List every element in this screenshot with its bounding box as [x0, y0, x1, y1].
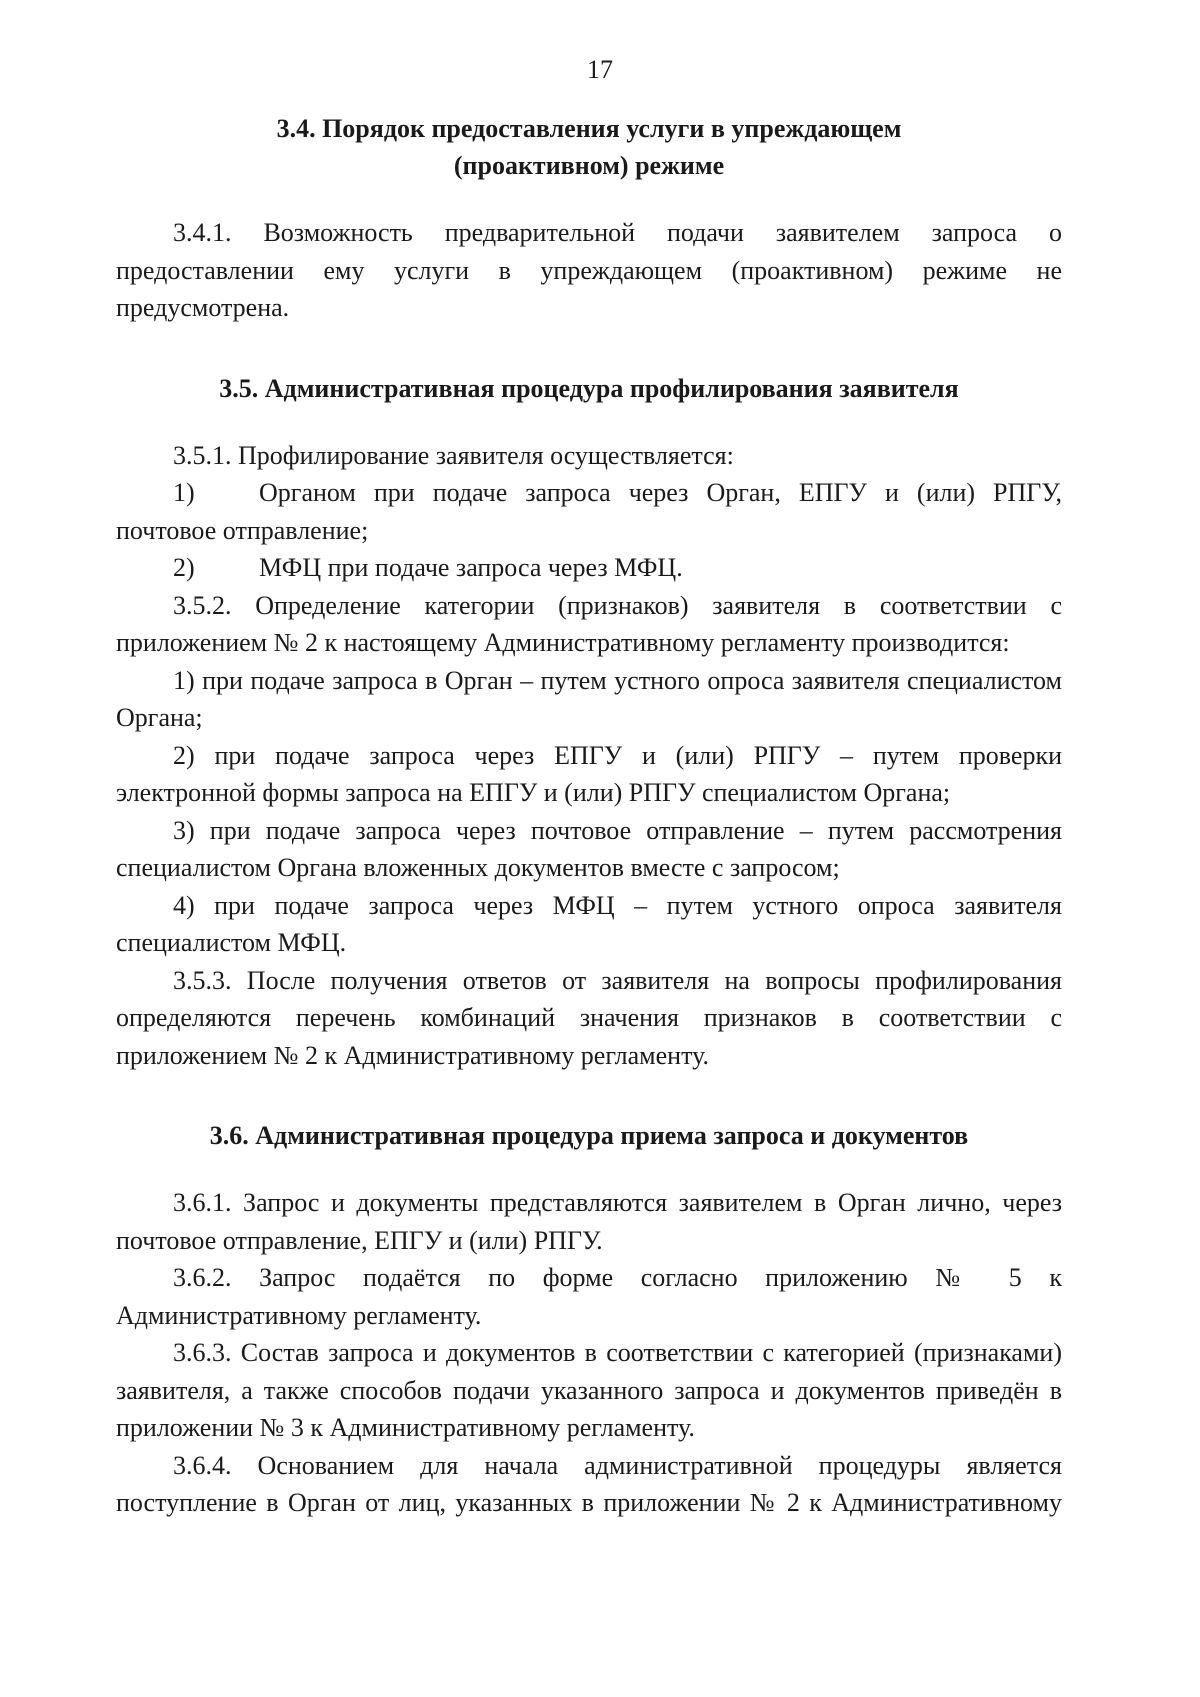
paragraph-3-6-2: 3.6.2. Запрос подаётся по форме согласно приложению № 5 к Административному регламенту. [116, 1263, 1062, 1330]
heading-3-4-line2: (проактивном) режиме [453, 151, 725, 180]
list-item-text: МФЦ при подаче запроса через МФЦ. [259, 553, 683, 582]
paragraph-3-5-2-item2: 2) при подаче запроса через ЕПГУ и (или) РПГУ – путем проверки электронной формы запроса на ЕПГУ и (или) РПГУ специалистом Органа; [116, 740, 1062, 807]
paragraph-3-6-1: 3.6.1. Запрос и документы представляются заявителем в Орган лично, через почтовое отправление, ЕПГУ и (или) РПГУ. [116, 1188, 1062, 1255]
paragraph-3-5-2-item3: 3) при подаче запроса через почтовое отправление – путем рассмотрения специалистом Органа вложенных документов вместе с запросом; [116, 815, 1062, 882]
heading-3-5: 3.5. Административная процедура профилирования заявителя [219, 373, 959, 403]
paragraph-3-4-1: 3.4.1. Возможность предварительной подачи заявителем запроса о предоставлении ему услуги в упреждающем (проактивном) режиме не предусмотрена. [116, 218, 1062, 322]
list-item-1 [116, 474, 1062, 549]
list-item-text: Органом при подаче запроса через Орган, ЕПГУ и (или) РПГУ, почтовое отправление; [116, 478, 1062, 545]
paragraph-3-5-3: 3.5.3. После получения ответов от заявителя на вопросы профилирования определяются перечень комбинаций значения признаков в соответствии с приложением № 2 к Административному регламенту. [116, 965, 1062, 1070]
heading-3-4-line1: 3.4. Порядок предоставления услуги в упреждающем [276, 114, 902, 143]
paragraph-3-6-3: 3.6.3. Состав запроса и документов в соответствии с категорией (признаками) заявителя, а также способов подачи указанного запроса и документов приведён в приложении № 3 к Административному регламенту. [116, 1338, 1062, 1442]
list-item-2 [116, 549, 1062, 587]
paragraph-3-6-4: 3.6.4. Основанием для начала административной процедуры является поступление в Орган от лиц, указанных в приложении № 2 к Административному [116, 1450, 1062, 1517]
heading-3-6: 3.6. Административная процедура приема запроса и документов [209, 1121, 969, 1150]
list-item-number: 2) [173, 553, 195, 582]
list-item-number: 1) [173, 478, 195, 507]
paragraph-3-5-2-item4: 4) при подаче запроса через МФЦ – путем устного опроса заявителя специалистом МФЦ. [116, 890, 1062, 957]
paragraph-3-5-2: 3.5.2. Определение категории (признаков) заявителя в соответствии с приложением № 2 к настоящему Административному регламенту производится: [116, 590, 1062, 657]
document-body [116, 110, 1062, 1522]
paragraph-3-5-1: 3.5.1. Профилирование заявителя осуществляется: [173, 440, 734, 470]
page-number: 17 [587, 55, 613, 84]
paragraph-3-5-2-item1: 1) при подаче запроса в Орган – путем устного опроса заявителя специалистом Органа; [116, 665, 1062, 732]
